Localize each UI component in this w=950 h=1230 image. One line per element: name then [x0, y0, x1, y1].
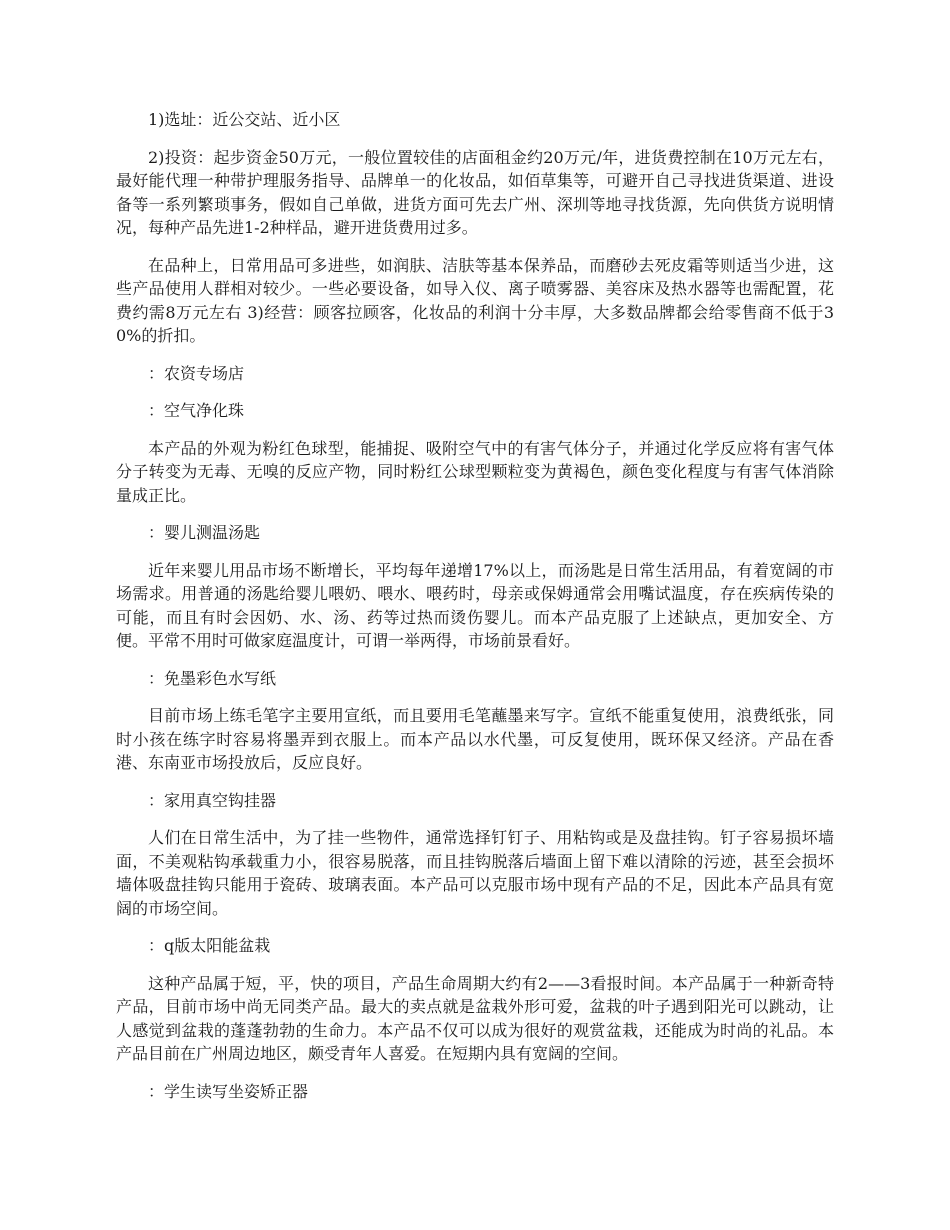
paragraph-solar-bonsai: 这种产品属于短，平，快的项目，产品生命周期大约有2——3看报时间。本产品属于一种新奇特产品，目前市场中尚无同类产品。最大的卖点就是盆栽外形可爱，盆栽的叶子遇到阳光可以跳动，让人感觉到盆栽的蓬蓬勃勃的生命力。本产品不仅可以成为很好的观赏盆栽，还能成为时尚的礼品。本产品目前在广州周边地区，颇受青年人喜爱。在短期内具有宽阔的空间。	[116, 973, 834, 1063]
paragraph-product-range: 在品种上，日常用品可多进些，如润肤、洁肤等基本保养品，而磨砂去死皮霜等则适当少进，这些产品使用人群相对较少。一些必要设备，如导入仪、离子喷雾器、美容床及热水器等也需配置，花费约需8万元左右 3)经营：顾客拉顾客，化妆品的利润十分丰厚，大多数品牌都会给零售商不低于30%的折扣。	[116, 255, 834, 345]
paragraph-air-purifier-beads: 本产品的外观为粉红色球型，能捕捉、吸附空气中的有害气体分子，并通过化学反应将有害气体分子转变为无毒、无嗅的反应产物，同时粉红公球型颗粒变为黄褐色，颜色变化程度与有害气体消除量成正比。	[116, 438, 834, 505]
heading-baby-spoon: ：婴儿测温汤匙	[148, 523, 261, 542]
heading-water-writing-paper: ：免墨彩色水写纸	[148, 668, 277, 688]
paragraph-investment: 2)投资：起步资金50万元，一般位置较佳的店面租金约20万元/年，进货费控制在10万元左右，最好能代理一种带护理服务指导、品牌单一的化妆品，如佰草集等，可避开自己寻找进货渠道、进设备等一系列繁琐事务，假如自己单做，进货方面可先去广州、深圳等地寻找货源，先向供货方说明情况，每种产品先进1-2种样品，避开进货费用过多。	[116, 147, 834, 237]
heading-vacuum-hook: ：家用真空钩挂器	[148, 790, 277, 810]
paragraph-baby-spoon: 近年来婴儿用品市场不断增长，平均每年递增17%以上，而汤匙是日常生活用品，有着宽阔的市场需求。用普通的汤匙给婴儿喂奶、喂水、喂药时，母亲或保姆通常会用嘴试温度，存在疾病传染的可能，而且有时会因奶、水、汤、药等过热而烫伤婴儿。而本产品克服了上述缺点，更加安全、方便。平常不用时可做家庭温度计，可谓一举两得，市场前景看好。	[116, 560, 834, 650]
paragraph-vacuum-hook: 人们在日常生活中，为了挂一些物件，通常选择钉钉子、用粘钩或是及盘挂钩。钉子容易损坏墙面，不美观粘钩承载重力小，很容易脱落，而且挂钩脱落后墙面上留下难以清除的污迹，甚至会损坏墙体吸盘挂钩只能用于瓷砖、玻璃表面。本产品可以克服市场中现有产品的不足，因此本产品具有宽阔的市场空间。	[116, 828, 834, 918]
heading-solar-bonsai: ：q版太阳能盆栽	[148, 936, 271, 955]
heading-posture-corrector: ：学生读写坐姿矫正器	[148, 1081, 309, 1101]
heading-agri-store: ：农资专场店	[148, 363, 245, 383]
heading-air-purifier-beads: ：空气净化珠	[148, 401, 245, 420]
paragraph-site-selection: 1)选址：近公交站、近小区	[148, 110, 341, 129]
paragraph-water-writing-paper: 目前市场上练毛笔字主要用宣纸，而且要用毛笔蘸墨来写字。宣纸不能重复使用，浪费纸张，同时小孩在练字时容易将墨弄到衣服上。而本产品以水代墨，可反复使用，既环保又经济。产品在香港、东南亚市场投放后，反应良好。	[116, 706, 834, 772]
